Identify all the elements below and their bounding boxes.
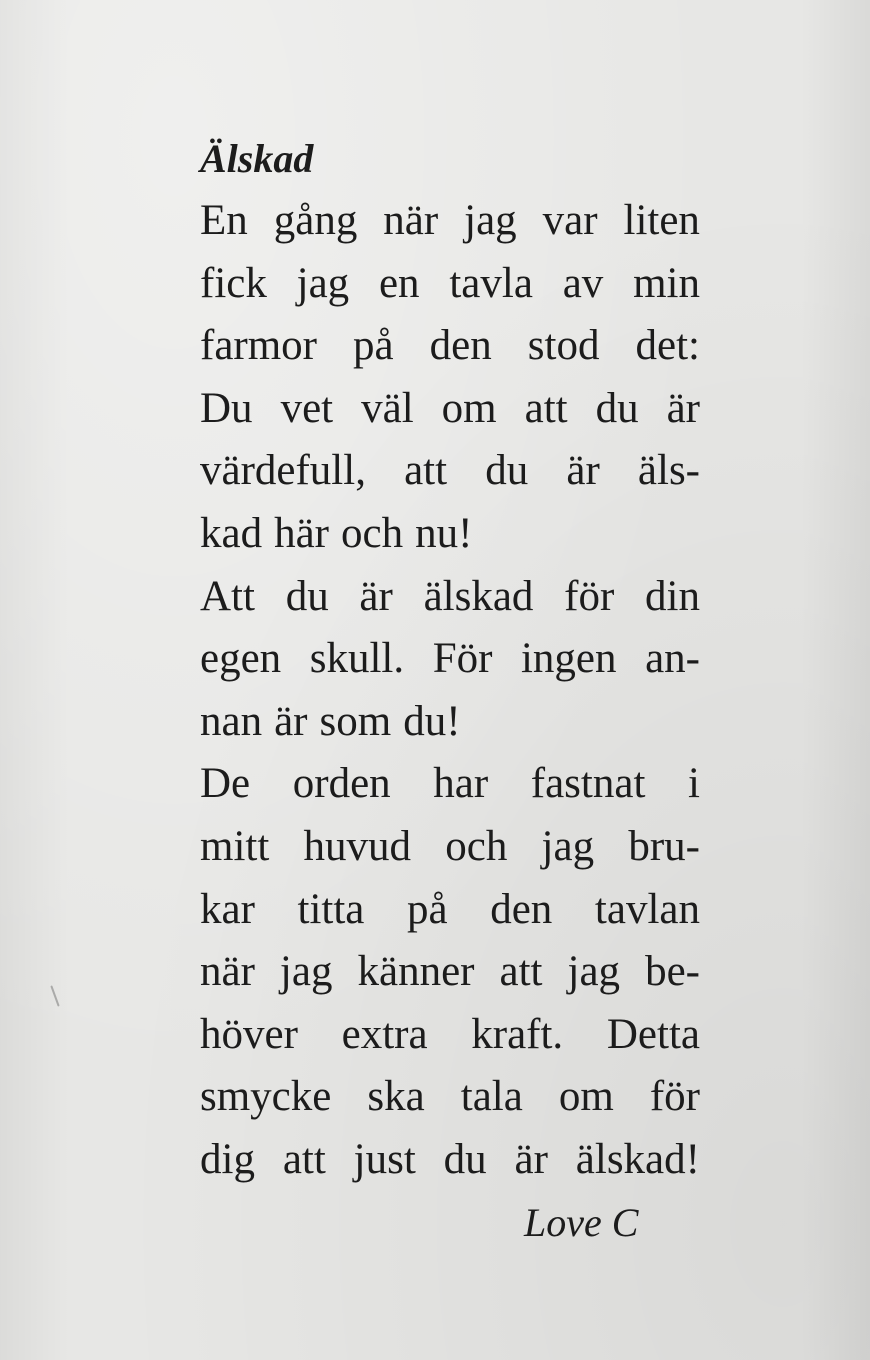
poem-line: [200, 440, 700, 503]
poem-word: vet: [280, 384, 334, 432]
poem-line: [200, 628, 700, 691]
poem-word: Att: [200, 572, 255, 620]
poem-word: och: [341, 509, 404, 557]
poem-word: har: [433, 760, 489, 808]
poem-word: för: [564, 572, 615, 620]
poem-word: som: [319, 697, 392, 745]
poem-word: liten: [623, 197, 700, 244]
poem-line: [200, 190, 700, 253]
poem-line: [200, 566, 700, 629]
poem-word: fastnat: [530, 760, 646, 808]
poem-word: är: [566, 447, 600, 495]
poem-word: En: [200, 197, 248, 244]
poem-word: var: [542, 197, 598, 244]
poem-word: Du: [200, 384, 253, 432]
poem-line: [200, 941, 700, 1004]
poem-line: [200, 378, 700, 441]
poem-title: Älskad: [200, 136, 314, 181]
poem-word: om: [441, 384, 497, 432]
poem-word: orden: [292, 760, 391, 808]
poem-word: du!: [403, 697, 461, 745]
poem-word: skull.: [309, 635, 405, 683]
poem-word: min: [633, 259, 700, 307]
poem-word: an-: [645, 635, 700, 683]
poem-word: på: [353, 322, 394, 370]
poem-word: den: [490, 885, 553, 933]
poem-word: att: [524, 384, 568, 432]
poem-word: dig: [200, 1135, 255, 1183]
poem-word: i: [688, 760, 700, 808]
poem-line: [200, 1129, 700, 1192]
poem-word: att: [404, 447, 448, 495]
poem-word: den: [429, 322, 492, 370]
poem-word: är: [359, 572, 393, 620]
poem-word: att: [282, 1135, 326, 1183]
poem-word: huvud: [303, 822, 412, 870]
poem-word: mitt: [200, 822, 270, 870]
poem-word: kar: [200, 885, 255, 933]
poem-line: [200, 1066, 700, 1129]
poem-word: farmor: [200, 322, 317, 370]
poem-word: kraft.: [471, 1010, 564, 1058]
poem-word: för: [649, 1073, 700, 1121]
poem-line: [200, 816, 700, 879]
poem-word: höver: [200, 1010, 298, 1058]
poem-word: ska: [367, 1073, 425, 1121]
poem-word: att: [499, 948, 543, 996]
poem-line: [200, 1004, 700, 1067]
poem-line: [200, 879, 700, 942]
poem-word: jag: [464, 197, 517, 244]
poem-word: du: [595, 384, 639, 432]
poem-word: titta: [297, 885, 365, 933]
poem-word: jag: [541, 822, 595, 870]
poem-word: det:: [635, 322, 700, 370]
poem-word: av: [562, 259, 604, 307]
poem-word: du: [485, 447, 529, 495]
poem-word: stod: [527, 322, 600, 370]
poem-word: De: [200, 760, 251, 808]
poem-word: här: [274, 509, 329, 557]
poem-word: en: [378, 259, 420, 307]
poem-word: äls-: [637, 447, 700, 495]
poem-word: just: [353, 1135, 416, 1183]
poem-word: och: [445, 822, 508, 870]
poem-line: [200, 503, 700, 566]
poem-word: din: [645, 572, 700, 620]
poem-line: [200, 753, 700, 816]
poem-word: Detta: [606, 1010, 700, 1058]
poem-word: tavlan: [594, 885, 700, 933]
poem-word: känner: [357, 948, 475, 996]
poem-line: [200, 253, 700, 316]
poem-word: be-: [645, 948, 700, 996]
poem-word: när: [383, 197, 439, 244]
poem-word: älskad!: [575, 1135, 700, 1183]
poem-line: [200, 691, 700, 754]
poem-word: jag: [567, 948, 621, 996]
poem-word: på: [407, 885, 448, 933]
poem-word: värdefull,: [200, 447, 366, 495]
poem-word: jag: [296, 259, 350, 307]
poem-word: väl: [361, 384, 414, 432]
poem-word: när: [200, 948, 255, 996]
poem-word: ingen: [520, 635, 617, 683]
poem-signature: Love C: [524, 1200, 639, 1245]
poem-line: [200, 315, 700, 378]
poem-word: nan: [200, 697, 263, 745]
poem-word: fick: [200, 259, 267, 307]
poem-word: För: [432, 635, 493, 683]
poem-word: gång: [273, 197, 358, 244]
poem-word: bru-: [628, 822, 700, 870]
poem-word: kad: [200, 509, 263, 557]
poem-word: älskad: [423, 572, 534, 620]
poem-word: är: [274, 697, 308, 745]
poem-word: är: [666, 384, 700, 432]
poem-word: tavla: [449, 259, 533, 307]
poem-word: du: [285, 572, 329, 620]
poem: [200, 128, 700, 1192]
poem-word: egen: [200, 635, 282, 683]
poem-word: smycke: [200, 1073, 332, 1121]
poem-word: tala: [460, 1073, 523, 1121]
poem-word: jag: [279, 948, 333, 996]
poem-word: du: [443, 1135, 487, 1183]
paper-blemish: [50, 985, 59, 1006]
poem-body: [200, 190, 700, 1192]
poem-word: är: [514, 1135, 548, 1183]
poem-word: om: [558, 1073, 614, 1121]
poem-word: nu!: [415, 509, 473, 557]
poem-word: extra: [341, 1010, 428, 1058]
